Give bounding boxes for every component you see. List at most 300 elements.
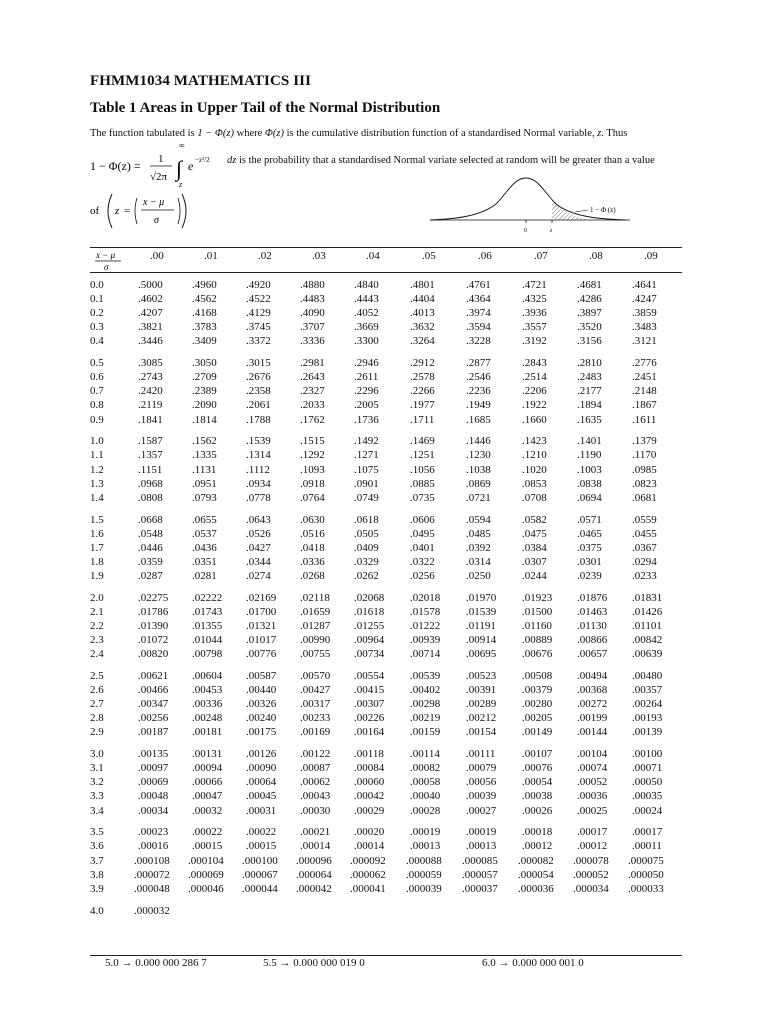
tail-area-value: .4052	[354, 307, 379, 320]
tail-area-value: .00104	[577, 748, 608, 761]
z-denominator: σ	[154, 215, 159, 226]
formula-explanation: is the probability that a standardised Normal variate selected at random will be greater than a value	[238, 155, 655, 166]
tail-area-value: .01743	[192, 605, 223, 618]
tail-area-value: .1949	[466, 399, 491, 412]
z-value: 3.1	[90, 762, 104, 775]
tail-area-value: .1788	[246, 413, 271, 426]
tail-area-value: .00045	[246, 790, 277, 803]
tail-area-value: .2296	[354, 385, 379, 398]
tail-area-value: .3446	[138, 335, 163, 348]
tail-area-value: .1446	[466, 435, 491, 448]
tail-area-value: .0384	[522, 541, 547, 554]
tail-area-value: .01072	[138, 634, 169, 647]
tail-area-value: .000072	[134, 868, 170, 881]
tail-area-value: .00298	[410, 698, 441, 711]
tail-area-value: .00013	[466, 840, 497, 853]
intro-part: is the cumulative distribution function of a standardised Normal variable,	[286, 128, 595, 139]
tail-area-value: .000033	[628, 882, 664, 895]
tail-area-value: .3264	[410, 335, 435, 348]
tail-area-value: .1977	[410, 399, 435, 412]
tail-area-value: .00122	[300, 748, 331, 761]
tail-area-value: .00019	[466, 826, 497, 839]
z-value: 2.6	[90, 684, 104, 697]
integral-lower: z	[179, 180, 183, 189]
tail-area-value: .000057	[462, 868, 498, 881]
tail-area-value: .00025	[577, 804, 608, 817]
tail-area-value: .00060	[354, 776, 385, 789]
tail-area-value: .0287	[138, 569, 163, 582]
tail-area-value: .0262	[354, 569, 379, 582]
z-value: 2.9	[90, 726, 104, 739]
z-value: 1.8	[90, 555, 104, 568]
tail-area-value: .3409	[192, 335, 217, 348]
tail-area-value: .0838	[577, 477, 602, 490]
integral-sign: ∫	[176, 156, 183, 181]
footer-entry	[263, 957, 365, 969]
tail-area-value: .00415	[354, 684, 385, 697]
tail-area-value: .0233	[632, 569, 657, 582]
paren-left	[108, 194, 112, 228]
tail-area-value: .00357	[632, 684, 663, 697]
tail-area-value: .000085	[462, 854, 498, 867]
header-z-numerator: x − μ	[96, 250, 116, 260]
tail-area-value: .0934	[246, 477, 271, 490]
tail-area-value: .2090	[192, 399, 217, 412]
footer-entry	[105, 957, 207, 969]
tail-area-value: .0571	[577, 513, 602, 526]
tail-area-value: .01017	[246, 634, 277, 647]
tail-area-value: .1814	[192, 413, 217, 426]
tail-area-value: .00379	[522, 684, 553, 697]
tail-area-value: .02068	[354, 591, 385, 604]
tail-area-value: .0630	[300, 513, 325, 526]
tail-area-value: .3897	[577, 307, 602, 320]
tail-area-value: .000054	[518, 868, 554, 881]
tail-area-value: .0294	[632, 555, 657, 568]
tail-area-value: .01539	[466, 605, 497, 618]
tail-area-value: .1762	[300, 413, 325, 426]
tail-area-value: .2206	[522, 385, 547, 398]
tail-area-value: .00181	[192, 726, 223, 739]
tail-area-value: .0427	[246, 541, 271, 554]
tail-area-value: .4522	[246, 293, 271, 306]
tail-area-value: .2611	[354, 371, 379, 384]
tail-area-value: .00554	[354, 670, 385, 682]
tail-area-value: .2266	[410, 385, 435, 398]
tail-area-value: .0681	[632, 491, 657, 504]
tail-area-value: .00023	[138, 826, 169, 839]
tail-area-value: .1335	[192, 449, 217, 462]
tail-area-value: .4840	[354, 279, 379, 291]
z-value: 1.9	[90, 569, 104, 582]
tail-area-value: .000052	[573, 868, 609, 881]
tail-area-value: .4761	[466, 279, 491, 291]
z-numerator: x − μ	[143, 197, 165, 208]
tail-area-value: .00082	[410, 762, 441, 775]
tail-area-value: .1660	[522, 413, 547, 426]
tail-area-value: .0455	[632, 527, 657, 540]
axis-label-zero: 0	[524, 228, 527, 234]
tail-area-value: .01700	[246, 605, 277, 618]
tail-area-value: .2946	[354, 357, 379, 370]
tail-area-value: .00012	[522, 840, 553, 853]
tail-area-value: .00187	[138, 726, 169, 739]
tail-area-value: .00118	[354, 748, 384, 761]
tail-area-value: .3228	[466, 335, 491, 348]
tail-area-value: .1075	[354, 463, 379, 476]
tail-area-value: .1170	[632, 449, 657, 462]
tail-area-value: .0778	[246, 491, 271, 504]
arrow-symbol: →	[279, 957, 291, 969]
tail-area-value: .000092	[350, 854, 386, 867]
tail-area-value: .3594	[466, 321, 491, 334]
tail-area-value: .01876	[577, 591, 608, 604]
tail-area-value: .00135	[138, 748, 169, 761]
tail-area-value: .1038	[466, 463, 491, 476]
tail-area-value: .4090	[300, 307, 325, 320]
paren-right	[182, 194, 186, 228]
tail-area-value: .3156	[577, 335, 602, 348]
tail-area-value: .000034	[573, 882, 609, 895]
tail-area-value: .00326	[246, 698, 277, 711]
tail-area-value: .0367	[632, 541, 657, 554]
footer-z: 5.5	[263, 957, 277, 969]
tail-area-value: .00280	[522, 698, 553, 711]
tail-area-value: .00714	[410, 648, 441, 661]
tail-area-value: .0594	[466, 513, 491, 526]
tail-area-value: .1469	[410, 435, 435, 448]
tail-area-value: .00017	[577, 826, 608, 839]
tail-area-value: .00508	[522, 670, 553, 682]
column-header: .05	[422, 250, 436, 262]
tail-area-value: .00035	[632, 790, 663, 803]
tail-area-value: .2578	[410, 371, 435, 384]
tail-area-value: .4443	[354, 293, 379, 306]
tail-area-value: .000078	[573, 854, 609, 867]
header-z-expression	[94, 249, 124, 271]
tail-area-value: .3300	[354, 335, 379, 348]
z-value: 2.8	[90, 712, 104, 725]
tail-area-value: .00289	[466, 698, 497, 711]
integral-upper: ∞	[179, 141, 185, 150]
tail-area-value: .4129	[246, 307, 271, 320]
tail-area-value: .000039	[406, 882, 442, 895]
tail-area-value: .00020	[354, 826, 385, 839]
tail-area-value: .4880	[300, 279, 325, 291]
of-word: of	[90, 205, 100, 217]
tail-area-value: .3015	[246, 357, 271, 370]
tail-area-value: .0495	[410, 527, 435, 540]
tail-area-value: .00031	[246, 804, 277, 817]
tail-area-value: .2643	[300, 371, 325, 384]
tail-area-value: .00154	[466, 726, 497, 739]
z-value: 1.4	[90, 491, 104, 504]
tail-area-value: .000082	[518, 854, 554, 867]
column-header: .03	[312, 250, 326, 262]
tail-area-value: .00017	[632, 826, 663, 839]
tail-area-value: .00272	[577, 698, 608, 711]
tail-area-value: .0885	[410, 477, 435, 490]
tail-area-value: .01426	[632, 605, 663, 618]
tail-area-value: .3974	[466, 307, 491, 320]
table-bottom-rule	[90, 955, 682, 956]
tail-area-value: .3783	[192, 321, 217, 334]
tail-area-value: .00024	[632, 804, 663, 817]
tail-area-value: .2005	[354, 399, 379, 412]
tail-area-value: .00056	[466, 776, 497, 789]
z-value: 1.3	[90, 477, 104, 490]
tail-area-value: .000064	[296, 868, 332, 881]
tail-area-value: .00107	[522, 748, 553, 761]
tail-area-value: .0301	[577, 555, 602, 568]
normal-curve-diagram	[430, 170, 660, 240]
column-header: .08	[589, 250, 603, 262]
tail-area-value: .3483	[632, 321, 657, 334]
tail-area-value: .0721	[466, 491, 491, 504]
tail-area-value: .00427	[300, 684, 331, 697]
tail-area-value: .00159	[410, 726, 441, 739]
tail-area-value: .01222	[410, 619, 441, 632]
tail-area-value: .000044	[242, 882, 278, 895]
tail-area-value: .00076	[522, 762, 553, 775]
tail-area-value: .00657	[577, 648, 608, 661]
z-value: 3.5	[90, 826, 104, 839]
footer-entry	[482, 957, 584, 969]
z-value: 1.1	[90, 449, 104, 462]
tail-area-value: .00069	[138, 776, 169, 789]
z-value: 2.0	[90, 591, 104, 604]
course-title: FHMM1034 MATHEMATICS III	[90, 73, 312, 89]
tail-area-value: .00440	[246, 684, 277, 697]
tail-area-value: .000036	[518, 882, 554, 895]
tail-area-value: .0694	[577, 491, 602, 504]
tail-area-value: .0359	[138, 555, 163, 568]
tail-area-value: .00139	[632, 726, 663, 739]
intro-symbol: Φ(z)	[264, 128, 284, 139]
tail-area-value: .00402	[410, 684, 441, 697]
z-value: 3.0	[90, 748, 104, 761]
tail-area-value: .3669	[354, 321, 379, 334]
column-header: .09	[644, 250, 658, 262]
tail-area-value: .00233	[300, 712, 331, 725]
tail-area-value: .00021	[300, 826, 331, 839]
tail-area-value: .00264	[632, 698, 663, 711]
tail-area-value: .0537	[192, 527, 217, 540]
tail-area-value: .01786	[138, 605, 169, 618]
tail-area-value: .3192	[522, 335, 547, 348]
tail-area-value: .0823	[632, 477, 657, 490]
tail-area-value: .4286	[577, 293, 602, 306]
tail-area-value: .00193	[632, 712, 663, 725]
tail-area-value: .0446	[138, 541, 163, 554]
tail-area-value: .00131	[192, 748, 223, 761]
tail-area-value: .00084	[354, 762, 385, 775]
tail-area-value: .4960	[192, 279, 217, 291]
tail-area-value: .0548	[138, 527, 163, 540]
z-value: 0.2	[90, 307, 104, 320]
z-value: 0.5	[90, 357, 104, 370]
tail-area-value: .00027	[466, 804, 497, 817]
tail-area-value: .1271	[354, 449, 379, 462]
footer-value: 0.000 000 286 7	[135, 957, 207, 969]
z-value: 1.5	[90, 513, 104, 526]
tail-area-value: .0516	[300, 527, 325, 540]
tail-area-value: .1093	[300, 463, 325, 476]
tail-area-value: .00050	[632, 776, 663, 789]
tail-area-value: .00248	[192, 712, 223, 725]
tail-area-value: .00026	[522, 804, 553, 817]
tail-area-value: .000067	[242, 868, 278, 881]
tail-area-value: .00347	[138, 698, 169, 711]
formula-dz: dz	[227, 155, 237, 166]
tail-area-value: .1611	[632, 413, 657, 426]
tail-area-value: .1379	[632, 435, 657, 448]
tail-area-value: .01659	[300, 605, 331, 618]
tail-area-value: .1230	[466, 449, 491, 462]
tail-area-value: .3707	[300, 321, 325, 334]
tail-area-value: .00240	[246, 712, 277, 725]
tail-area-value: .00062	[300, 776, 331, 789]
z-value: 0.1	[90, 293, 104, 306]
tail-area-value: .1131	[192, 463, 217, 476]
tail-area-value: .0475	[522, 527, 547, 540]
equals-sign: =	[124, 205, 131, 217]
tail-area-value: .1314	[246, 449, 271, 462]
tail-area-value: .00570	[300, 670, 331, 682]
tail-area-value: .0708	[522, 491, 547, 504]
tail-area-value: .00842	[632, 634, 663, 647]
tail-area-value: .00015	[246, 840, 277, 853]
tail-area-value: .0268	[300, 569, 325, 582]
tail-area-value: .00090	[246, 762, 277, 775]
tail-area-value: .00734	[354, 648, 385, 661]
tail-area-value: .3085	[138, 357, 163, 370]
tail-area-value: .00028	[410, 804, 441, 817]
z-value: 2.3	[90, 634, 104, 647]
z-value: 0.4	[90, 335, 104, 348]
tail-area-value: .000041	[350, 882, 386, 895]
tail-area-value: .1922	[522, 399, 547, 412]
tail-area-value: .1841	[138, 413, 163, 426]
tail-area-value: .00480	[632, 670, 663, 682]
tail-area-value: .1112	[246, 463, 270, 476]
tail-area-value: .4562	[192, 293, 217, 306]
tail-area-value: .1292	[300, 449, 325, 462]
tail-area-value: .4168	[192, 307, 217, 320]
tail-area-value: .000108	[134, 854, 170, 867]
tail-area-value: .2676	[246, 371, 271, 384]
tail-area-value: .0418	[300, 541, 325, 554]
z-value: 0.3	[90, 321, 104, 334]
tail-area-value: .00336	[192, 698, 223, 711]
tail-area-value: .2061	[246, 399, 271, 412]
tail-area-value: .01923	[522, 591, 553, 604]
tail-area-value: .2981	[300, 357, 325, 370]
tail-area-value: .00539	[410, 670, 441, 682]
tail-area-value: .01970	[466, 591, 497, 604]
tail-area-value: .00695	[466, 648, 497, 661]
z-value: 0.0	[90, 279, 104, 291]
tail-area-value: .3557	[522, 321, 547, 334]
z-value: 3.2	[90, 776, 104, 789]
tail-area-value: .00042	[354, 790, 385, 803]
tail-area-value: .2177	[577, 385, 602, 398]
integrand-exponent: −z²/2	[195, 156, 210, 164]
table-title: Table 1 Areas in Upper Tail of the Normal Distribution	[90, 100, 441, 116]
tail-area-value: .1539	[246, 435, 271, 448]
intro-symbol: 1 − Φ(z)	[197, 128, 234, 139]
z-definition	[90, 190, 200, 232]
tail-area-value: .2546	[466, 371, 491, 384]
tail-area-value: .00032	[192, 804, 223, 817]
tail-area-value: .0401	[410, 541, 435, 554]
tail-area-value: .4207	[138, 307, 163, 320]
tail-area-value: .0985	[632, 463, 657, 476]
tail-area-value: .2389	[192, 385, 217, 398]
column-header: .07	[534, 250, 548, 262]
tail-area-value: .0307	[522, 555, 547, 568]
header-z-denominator: σ	[104, 262, 109, 271]
tail-area-value: .0465	[577, 527, 602, 540]
tail-area-value: .2327	[300, 385, 325, 398]
tail-area-value: .0409	[354, 541, 379, 554]
tail-area-value: .00169	[300, 726, 331, 739]
tail-area-value: .2033	[300, 399, 325, 412]
tail-area-value: .00866	[577, 634, 608, 647]
tail-area-value: .00914	[466, 634, 497, 647]
z-value: 4.0	[90, 904, 104, 917]
tail-area-value: .4920	[246, 279, 271, 291]
tail-area-value: .0951	[192, 477, 217, 490]
tail-area-value: .4801	[410, 279, 435, 291]
tail-area-value: .0392	[466, 541, 491, 554]
tail-area-value: .0618	[354, 513, 379, 526]
tail-area-value: .00016	[138, 840, 169, 853]
tail-area-value: .01463	[577, 605, 608, 618]
z-value: 2.4	[90, 648, 104, 661]
formula-lhs: 1 − Φ(z) =	[90, 159, 141, 173]
tail-area-value: .00587	[246, 670, 277, 682]
tail-area-value: .01191	[466, 619, 496, 632]
tail-area-value: .0582	[522, 513, 547, 526]
tail-area-value: .4247	[632, 293, 657, 306]
tail-area-value: .00087	[300, 762, 331, 775]
tail-area-value: .00226	[354, 712, 385, 725]
tail-area-value: .00990	[300, 634, 331, 647]
tail-area-value: .2420	[138, 385, 163, 398]
tail-area-value: .01044	[192, 634, 223, 647]
tail-area-value: .2743	[138, 371, 163, 384]
tail-area-value: .2776	[632, 357, 657, 370]
footer-z: 5.0	[105, 957, 119, 969]
tail-area-value: .0853	[522, 477, 547, 490]
tail-area-value: .00054	[522, 776, 553, 789]
tail-area-value: .2451	[632, 371, 657, 384]
tail-area-value: .2912	[410, 357, 435, 370]
intro-part: The function tabulated is	[90, 128, 195, 139]
z-value: 1.7	[90, 541, 104, 554]
tail-area-value: .000104	[188, 854, 224, 867]
tail-area-value: .00776	[246, 648, 277, 661]
z-value: 0.6	[90, 371, 104, 384]
tail-area-value: .0869	[466, 477, 491, 490]
z-value: 0.8	[90, 399, 104, 412]
tail-area-value: .00212	[466, 712, 497, 725]
z-value: 2.5	[90, 670, 104, 682]
tail-area-value: .00199	[577, 712, 608, 725]
tail-area-value: .00368	[577, 684, 608, 697]
formula-numerator: 1	[158, 153, 164, 165]
